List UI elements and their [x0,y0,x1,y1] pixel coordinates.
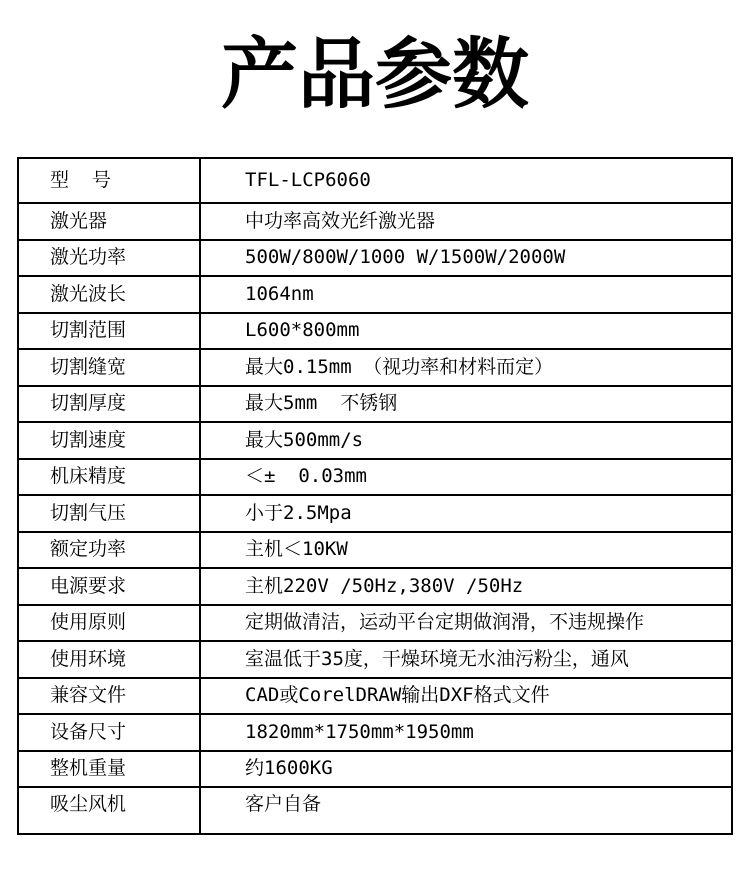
spec-value: 1064nm [200,276,732,313]
spec-label: 切割气压 [18,495,200,532]
spec-label: 切割范围 [18,313,200,350]
spec-value: 主机＜10KW [200,532,732,569]
spec-label: 激光器 [18,203,200,240]
spec-value: ＜± 0.03mm [200,459,732,496]
spec-value: 约1600KG [200,751,732,788]
spec-label: 额定功率 [18,532,200,569]
spec-label: 设备尺寸 [18,714,200,751]
spec-label: 机床精度 [18,459,200,496]
spec-value: 最大0.15mm （视功率和材料而定） [200,349,732,386]
spec-row [18,495,732,532]
spec-label: 使用原则 [18,605,200,642]
spec-value: 客户自备 [200,787,732,834]
spec-value: 中功率高效光纤激光器 [200,203,732,240]
spec-value: 小于2.5Mpa [200,495,732,532]
spec-label: 型 号 [18,158,200,203]
spec-row [18,158,732,203]
spec-row [18,714,732,751]
spec-label: 切割速度 [18,422,200,459]
spec-row [18,459,732,496]
spec-label: 切割厚度 [18,386,200,423]
spec-row [18,678,732,715]
spec-label: 兼容文件 [18,678,200,715]
spec-value: CAD或CorelDRAW输出DXF格式文件 [200,678,732,715]
spec-label: 使用环境 [18,641,200,678]
spec-row [18,605,732,642]
spec-label: 电源要求 [18,568,200,605]
spec-label: 激光功率 [18,240,200,277]
spec-table-body [18,158,732,834]
spec-row [18,276,732,313]
spec-label: 吸尘风机 [18,787,200,834]
spec-value: 最大5mm 不锈钢 [200,386,732,423]
spec-value: 500W/800W/1000 W/1500W/2000W [200,240,732,277]
spec-row [18,203,732,240]
spec-value: 室温低于35度，干燥环境无水油污粉尘，通风 [200,641,732,678]
spec-row [18,568,732,605]
spec-label: 激光波长 [18,276,200,313]
spec-value: 主机220V /50Hz,380V /50Hz [200,568,732,605]
spec-label: 整机重量 [18,751,200,788]
spec-row [18,751,732,788]
spec-value: TFL-LCP6060 [200,158,732,203]
spec-row [18,240,732,277]
spec-table [17,157,733,835]
spec-row [18,349,732,386]
spec-label: 切割缝宽 [18,349,200,386]
page-title: 产品参数 [221,31,529,120]
spec-value: L600*800mm [200,313,732,350]
spec-row [18,641,732,678]
spec-value: 1820mm*1750mm*1950mm [200,714,732,751]
spec-row [18,313,732,350]
spec-value: 最大500mm/s [200,422,732,459]
spec-row [18,532,732,569]
spec-value: 定期做清洁，运动平台定期做润滑，不违规操作 [200,605,732,642]
spec-row [18,422,732,459]
spec-row [18,787,732,834]
spec-row [18,386,732,423]
